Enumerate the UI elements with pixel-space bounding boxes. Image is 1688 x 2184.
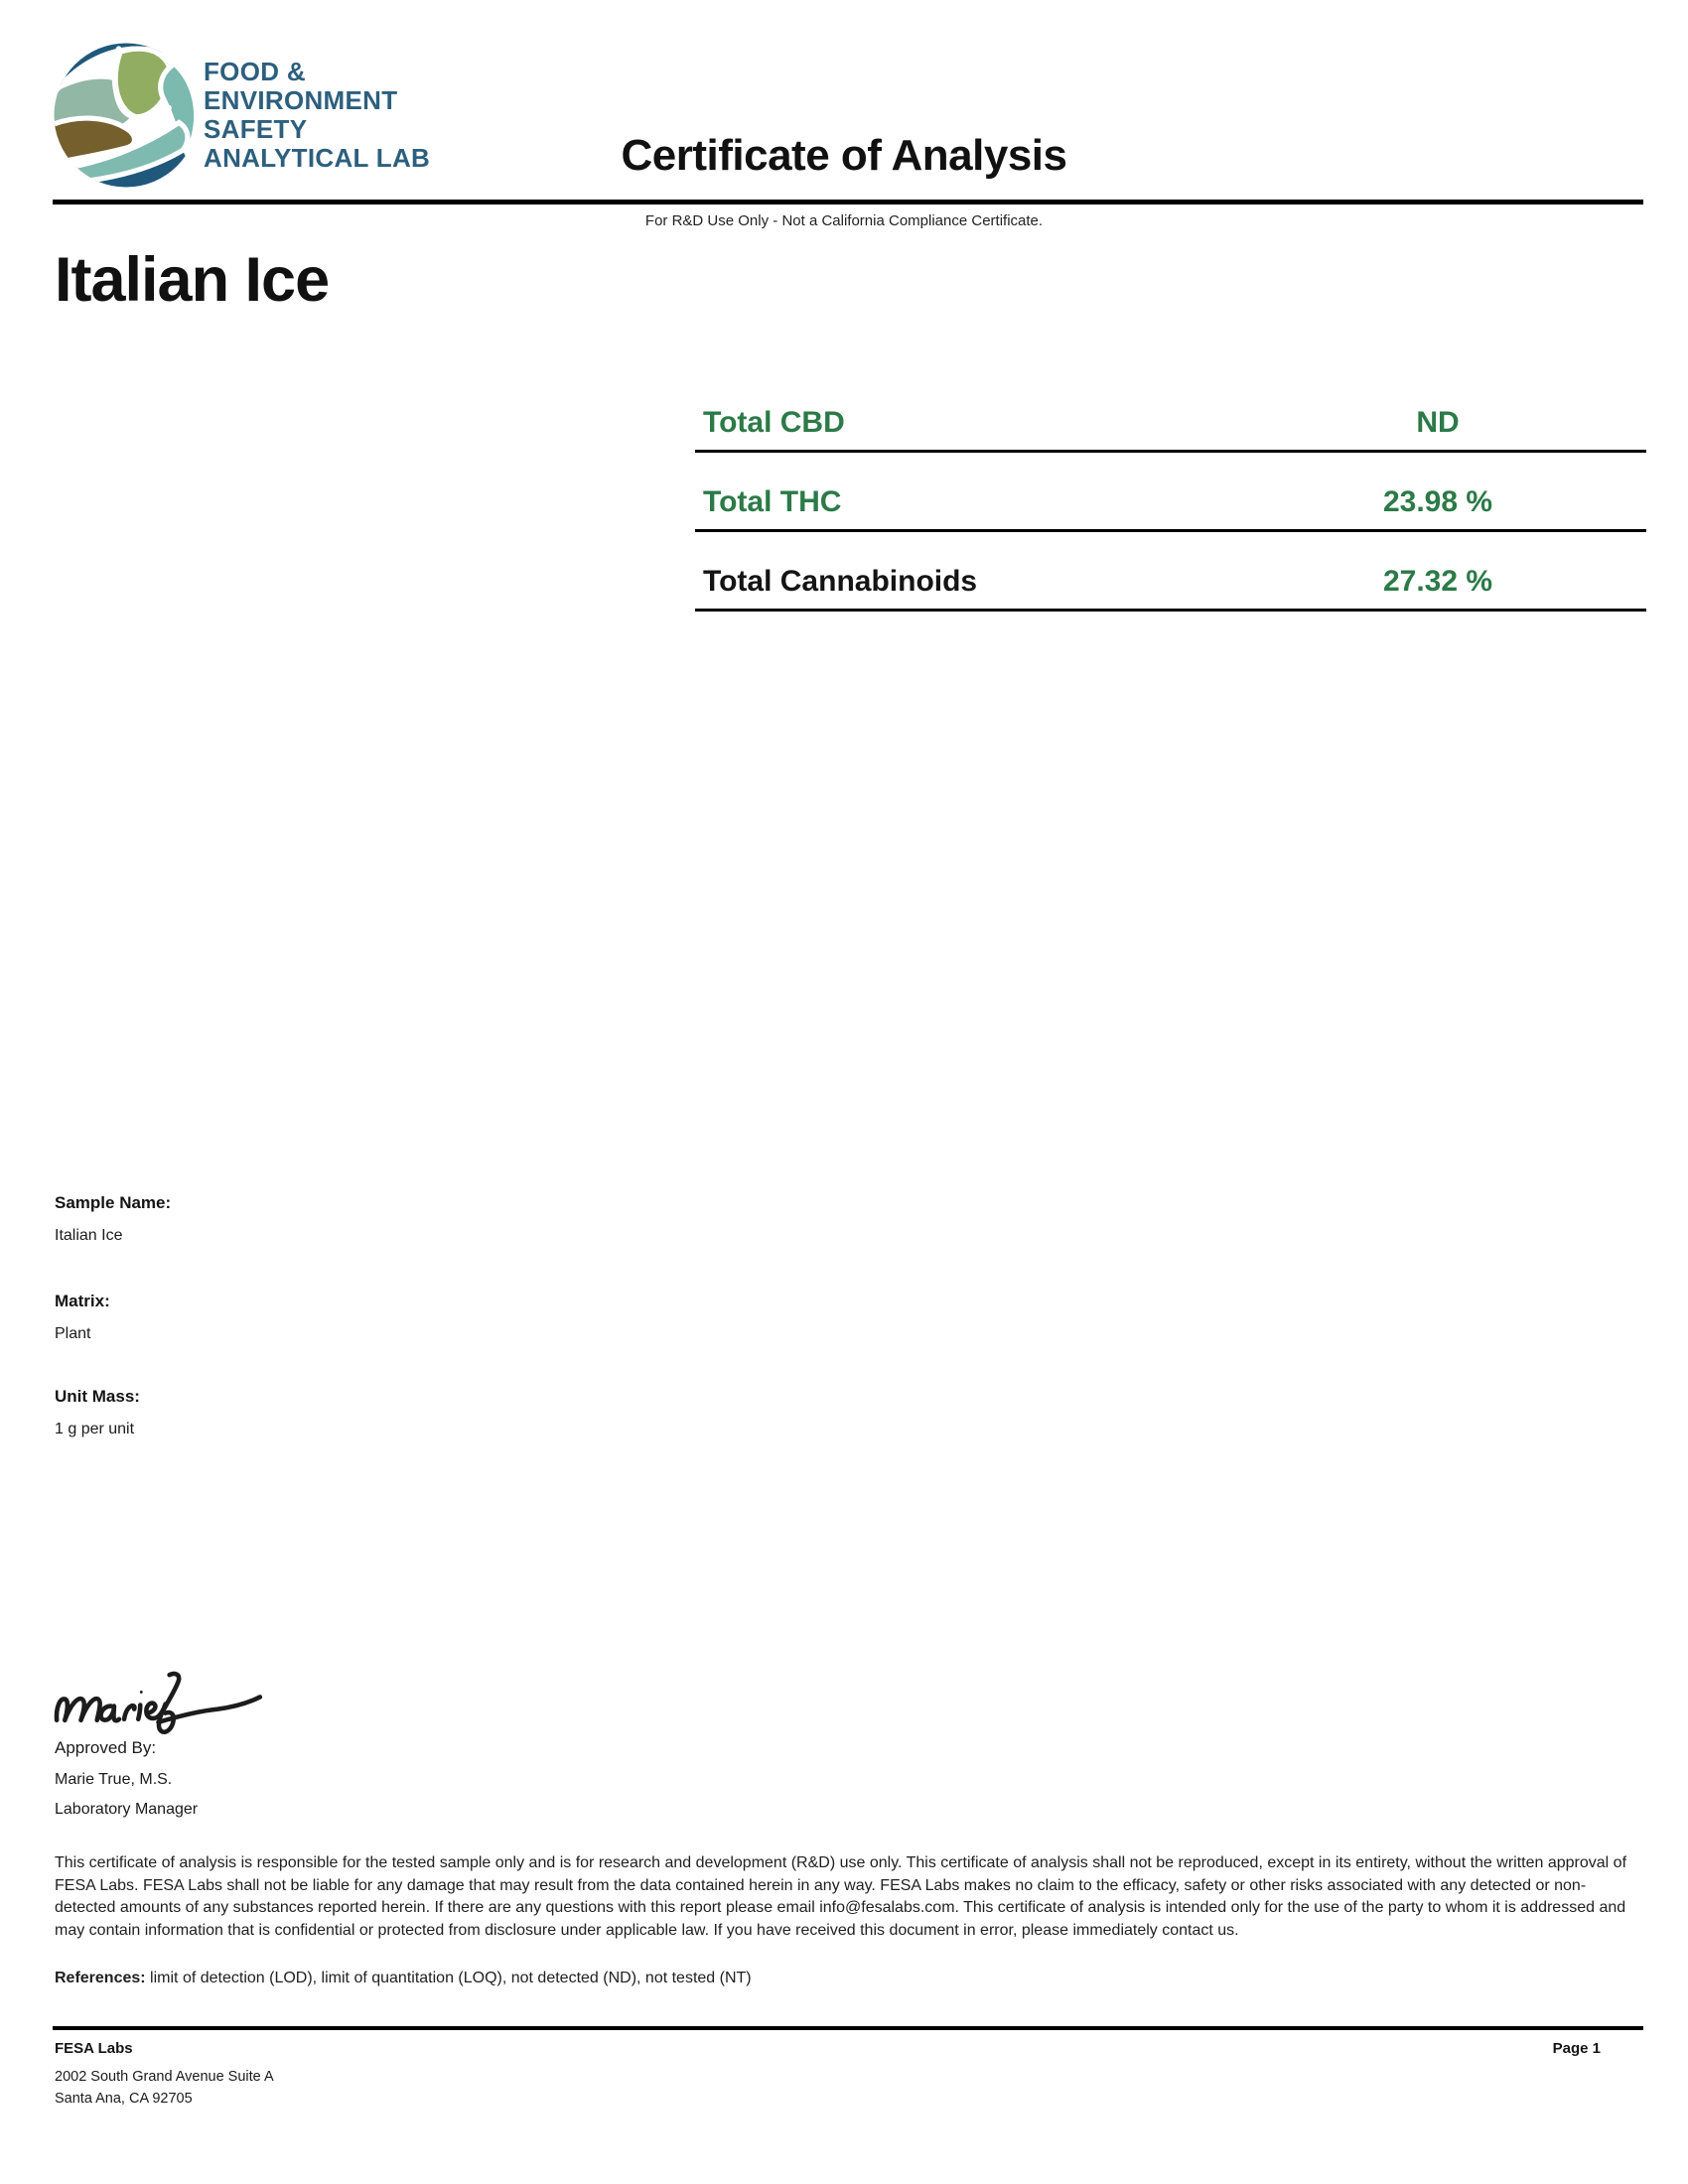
detail-value: Plant [55, 1325, 91, 1342]
detail-value: Italian Ice [55, 1227, 123, 1244]
wordmark-line-2: ENVIRONMENT [204, 85, 398, 115]
detail-sample-name [55, 1193, 171, 1245]
compliance-tagline: For R&D Use Only - Not a California Compliance Certificate. [644, 212, 1044, 229]
table-row [695, 373, 1646, 453]
header-divider [53, 200, 1643, 205]
summary-label-total-cannabinoids: Total Cannabinoids [703, 565, 978, 598]
footer-lab-name: FESA Labs [55, 2040, 133, 2057]
document-title: Certificate of Analysis [621, 131, 1067, 180]
summary-label-total-cbd: Total CBD [703, 406, 845, 439]
approver-name: Marie True, M.S. [55, 1771, 173, 1788]
summary-value-total-cbd: ND [1416, 406, 1460, 439]
page-number: Page 1 [1552, 2040, 1601, 2057]
detail-label: Matrix: [55, 1292, 110, 1310]
wordmark-line-3: SAFETY [204, 114, 308, 144]
references-line [55, 1970, 1637, 1987]
detail-unit-mass [55, 1387, 140, 1438]
summary-value-total-thc: 23.98 % [1382, 485, 1493, 518]
wordmark-line-4: ANALYTICAL LAB [204, 143, 431, 173]
footer-divider [53, 2026, 1643, 2030]
signature-image [50, 1662, 268, 1737]
references-label: References: [55, 1970, 146, 1986]
detail-matrix [55, 1292, 110, 1343]
wordmark-line-1: FOOD & [204, 57, 306, 86]
detail-label: Sample Name: [55, 1193, 172, 1212]
summary-label-total-thc: Total THC [703, 485, 842, 518]
sample-name-heading: Italian Ice [55, 245, 330, 315]
footer-address-line1: 2002 South Grand Avenue Suite A [55, 2069, 274, 2085]
summary-value-total-cannabinoids: 27.32 % [1382, 565, 1493, 598]
references-text: limit of detection (LOD), limit of quantitation (LOQ), not detected (ND), not tested (NT) [145, 1970, 752, 1986]
disclaimer-paragraph: This certificate of analysis is responsible for the tested sample only and is for research and development (R&D) use only. This certificate of analysis shall not be reproduced, except in its entirety, without the written approval of FESA Labs. FESA Labs shall not be liable for any damage that may result from the data contained herein in any way. FESA Labs makes no claim to the efficacy, safety or other risks associated with any detected or non-detected amounts of any substances reported herein. If there are any questions with this report please email info@fesalabs.com. This certificate of analysis is intended only for the use of the party to whom it is addressed and may contain information that is confidential or protected from disclosure under applicable law. If you have received this document in error, please immediately contact us. [55, 1854, 1627, 1939]
detail-value: 1 g per unit [55, 1421, 135, 1437]
table-row [695, 453, 1646, 532]
footer-address-line2: Santa Ana, CA 92705 [55, 2091, 193, 2107]
approver-role: Laboratory Manager [55, 1801, 199, 1818]
approved-by-label: Approved By: [55, 1738, 157, 1757]
table-row [695, 532, 1646, 612]
potency-summary-table [695, 373, 1646, 612]
detail-label: Unit Mass: [55, 1387, 140, 1406]
